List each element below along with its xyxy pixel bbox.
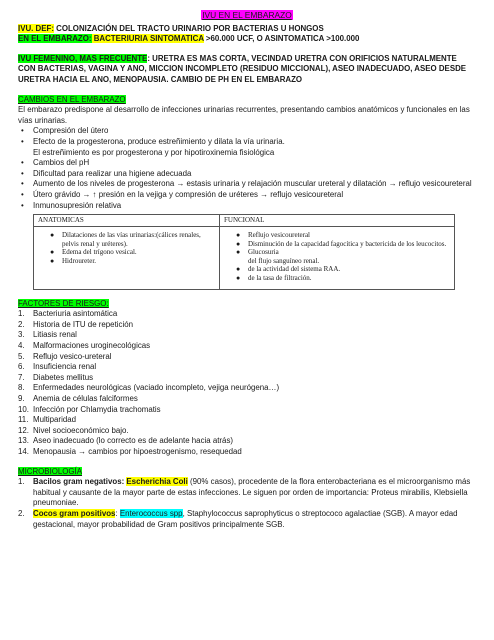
- micro-list: [18, 477, 476, 530]
- list-item: 3. Litiasis renal: [18, 330, 77, 340]
- organism-ecoli: Escherichia Coli: [126, 477, 188, 487]
- changes-heading-line: [18, 95, 476, 106]
- list-item: 4. Malformaciones uroginecológicas: [18, 341, 151, 351]
- list-item: • Inmunosupresión relativa: [18, 201, 476, 212]
- table-item: ● Dilataciones de las vías urinarias:(cálices renales, pelvis renal y uréteres).: [50, 231, 201, 248]
- list-item: 9. Anemia de células falciformes: [18, 394, 138, 403]
- list-item: 2. Historia de ITU de repetición: [18, 319, 133, 329]
- list-item: • Aumento de los niveles de progesterona → estasis urinaria y relajación muscular ureteral y dilatación → reflujo vesicoureteral: [18, 179, 476, 190]
- list-item: 6. Insuficiencia renal: [18, 362, 97, 372]
- table-item: ● Edema del trígono vesical.: [50, 248, 137, 257]
- list-item: 14. Menopausia → cambios por hipoestrogenismo, resequedad: [18, 446, 242, 456]
- title-block: [18, 10, 476, 22]
- table-item: del flujo sanguíneo renal.: [248, 256, 320, 265]
- list-item: 2. Cocos gram positivos: Enterococcus spp, Staphylococcus saprophyticus o streptococo agalactiae (SGB). A mayor edad gestacional, mayor probabilidad de Gram positivos principalmente SGB.: [18, 508, 458, 529]
- list-item: • Compresión del útero: [18, 126, 476, 137]
- list-item: 12. Nivel socioeconómico bajo.: [18, 425, 129, 435]
- risk-heading-line: [18, 299, 476, 310]
- list-item: 10. Infección por Chlamydia trachomatis: [18, 404, 161, 414]
- changes-list: [18, 126, 476, 211]
- risk-heading: FACTORES DE RIESGO:: [18, 298, 109, 308]
- micro-heading-line: [18, 467, 476, 478]
- bacteriuria-highlight: BACTERIURIA SINTOMATICA: [91, 34, 204, 44]
- table-item: ● de la tasa de filtración.: [236, 274, 312, 283]
- list-item: 1. Bacilos gram negativos: Escherichia Coli (90% casos), procedente de la flora enterobacteriana es el microorganismo más habitual y causante de la mayor parte de estas infecciones. Le siguen por orden de importancia: Proteus mirabilis, Klebsiella pneumoniae.: [18, 477, 471, 508]
- list-item: • Dificultad para realizar una higiene adecuada: [18, 169, 476, 180]
- list-item: • Efecto de la progesterona, produce estreñimiento y dilata la vía urinaria. El estreñimiento es por progesterona y por hipotiroxinemia fisiológica: [18, 137, 476, 158]
- changes-heading: CAMBIOS EN EL EMBARAZO: [18, 94, 126, 104]
- gram-positive-label: Cocos gram positivos: [33, 508, 116, 518]
- changes-table: [33, 214, 455, 290]
- anatomical-column: [34, 215, 220, 289]
- risk-list: [18, 309, 476, 457]
- table-item: ● Disminución de la capacidad fagocítica y bactericida de los leucocitos.: [236, 239, 447, 248]
- functional-column: [220, 215, 454, 289]
- changes-subnote: El estreñimiento es por progesterona y por hipotiroxinemia fisiológica: [33, 147, 275, 157]
- list-item: 5. Reflujo vesico-ureteral: [18, 351, 112, 361]
- page-title: IVU EN EL EMBARAZO: [202, 10, 292, 20]
- pregnancy-label: EN EL EMBARAZO:: [18, 34, 92, 44]
- list-item: 7. Diabetes mellitus: [18, 372, 94, 382]
- table-item: ● Glucosuria: [236, 248, 279, 257]
- female-label: IVU FEMENINO, MAS FRECUENTE: [18, 53, 148, 63]
- definition-line-2: [18, 34, 476, 45]
- table-item: ● Hidroureter.: [50, 256, 97, 265]
- list-item: 1. Bacteriuria asintomática: [18, 309, 118, 319]
- list-item: 13. Aseo inadecuado (lo correcto es de adelante hacia atrás): [18, 436, 234, 446]
- changes-intro: El embarazo predispone al desarrollo de infecciones urinarias recurrentes, presentando cambios anatómicos y funcionales en las vías urinarias.: [18, 105, 470, 125]
- list-item: • Cambios del pH: [18, 158, 476, 169]
- definition-label: IVU. DEF:: [18, 23, 54, 33]
- functional-header: FUNCIONAL: [220, 215, 454, 227]
- definition-line-1: [18, 24, 476, 35]
- list-item: 8. Enfermedades neurológicas (vaciado incompleto, vejiga neurógena…): [18, 383, 280, 393]
- list-item: 11. Multiparidad: [18, 415, 76, 425]
- micro-heading: MICROBIOLOGÍA: [18, 466, 83, 476]
- table-item: ● de la actividad del sistema RAA.: [236, 265, 341, 274]
- organism-enterococcus: Enterococcus spp: [119, 508, 183, 518]
- anatomical-header: ANATOMICAS: [34, 215, 219, 227]
- table-item: ● Reflujo vesicoureteral: [236, 231, 311, 240]
- female-text: : URETRA ES MAS CORTA, VECINDAD URETRA CON ORIFICIOS NATURALMENTE CON BACTERIAS, VAGINA Y ANO, MICCION INCOMPLETO (RESIDUO MICCIONAL), ASEO INADECUADO, ASEO DESDE URETRA HACIA EL ANO, MENOPAUSIA. CAMBIO DE PH EN EL EMBARAZO: [18, 53, 467, 84]
- bacteriuria-values: >60.000 UCF, O ASINTOMATICA >100.000: [203, 34, 360, 44]
- definition-text: COLONIZACIÓN DEL TRACTO URINARIO POR BACTERIAS U HONGOS: [53, 23, 324, 33]
- female-paragraph: [18, 54, 476, 86]
- list-item: • Útero grávido → ↑ presión en la vejiga y compresión de uréteres → reflujo vesicoureteral: [18, 190, 476, 201]
